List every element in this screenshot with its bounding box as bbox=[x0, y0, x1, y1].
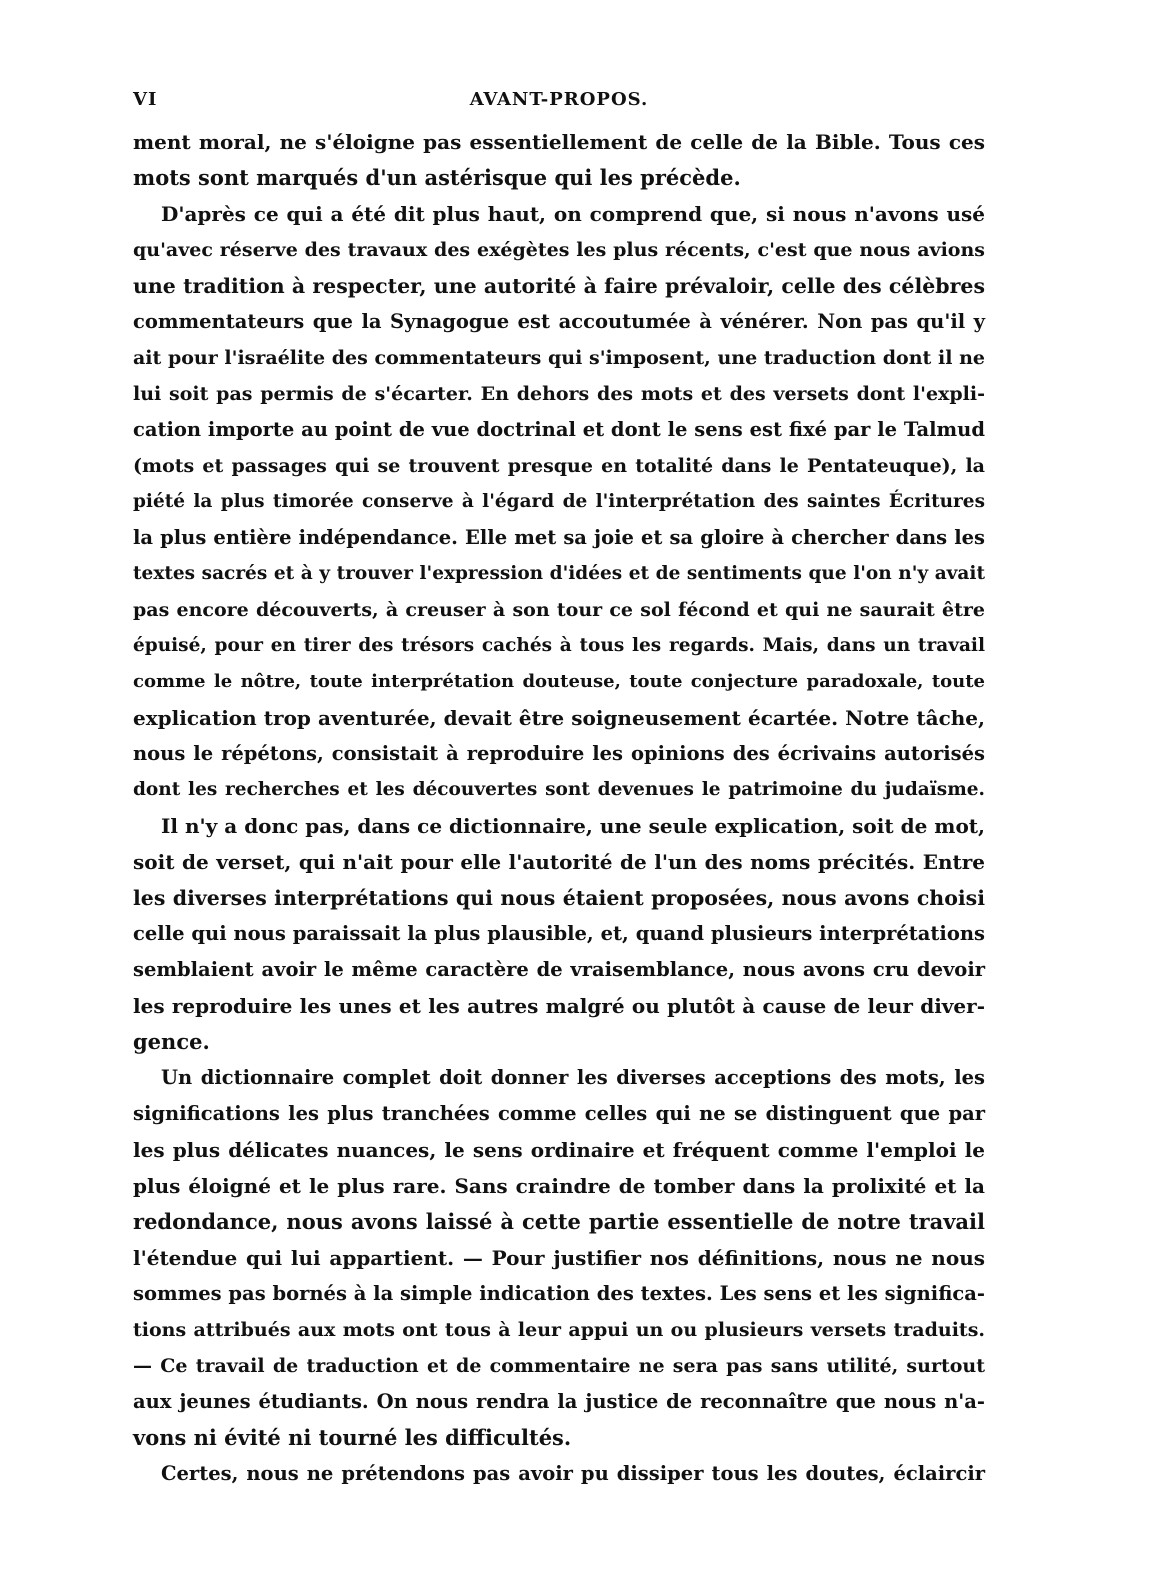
text-line: D'après ce qui a été dit plus haut, on comprend que, si nous n'avons usé bbox=[161, 202, 985, 226]
text-line: redondance, nous avons laissé à cette partie essentielle de notre travail bbox=[133, 1209, 985, 1234]
text-line: dont les recherches et les découvertes sont devenues le patrimoine du judaïsme. bbox=[133, 779, 985, 800]
text-line: qu'avec réserve des travaux des exégètes les plus récents, c'est que nous avions bbox=[133, 239, 985, 261]
running-title: AVANT-PROPOS. bbox=[469, 89, 649, 110]
text-line: plus éloigné et le plus rare. Sans craindre de tomber dans la prolixité et la bbox=[133, 1174, 985, 1198]
text-line: explication trop aventurée, devait être soigneusement écartée. Notre tâche, bbox=[133, 706, 985, 730]
text-line: épuisé, pour en tirer des trésors cachés à tous les regards. Mais, dans un travail bbox=[133, 635, 985, 656]
text-line: la plus entière indépendance. Elle met sa joie et sa gloire à chercher dans les bbox=[133, 526, 985, 549]
text-line: Un dictionnaire complet doit donner les diverses acceptions des mots, les bbox=[161, 1066, 985, 1089]
text-line: Certes, nous ne prétendons pas avoir pu dissiper tous les doutes, éclaircir bbox=[161, 1462, 985, 1485]
text-line: sommes pas bornés à la simple indication des textes. Les sens et les significa- bbox=[133, 1282, 985, 1305]
text-line: les plus délicates nuances, le sens ordinaire et fréquent comme l'emploi le bbox=[133, 1138, 985, 1162]
text-line: — Ce travail de traduction et de commentaire ne sera pas sans utilité, surtout bbox=[133, 1355, 985, 1377]
text-line: gence. bbox=[133, 1029, 210, 1054]
text-line: Il n'y a donc pas, dans ce dictionnaire, une seule explication, soit de mot, bbox=[161, 814, 985, 838]
text-line: nous le répétons, consistait à reproduire les opinions des écrivains autorisés bbox=[133, 742, 985, 765]
text-line: ment moral, ne s'éloigne pas essentiellement de celle de la Bible. Tous ces bbox=[133, 130, 985, 154]
running-head bbox=[133, 89, 985, 115]
text-line: tions attribués aux mots ont tous à leur appui un ou plusieurs versets traduits. bbox=[133, 1319, 985, 1341]
text-line: semblaient avoir le même caractère de vraisemblance, nous avons cru devoir bbox=[133, 958, 985, 981]
text-line: lui soit pas permis de s'écarter. En dehors des mots et des versets dont l'expli- bbox=[133, 383, 985, 405]
text-line: l'étendue qui lui appartient. — Pour justifier nos définitions, nous ne nous bbox=[133, 1246, 985, 1270]
text-line: soit de verset, qui n'ait pour elle l'autorité de l'un des noms précités. Entre bbox=[133, 850, 985, 874]
text-line: significations les plus tranchées comme celles qui ne se distinguent que par bbox=[133, 1102, 985, 1125]
text-line: aux jeunes étudiants. On nous rendra la justice de reconnaître que nous n'a- bbox=[133, 1390, 985, 1413]
text-line: comme le nôtre, toute interprétation douteuse, toute conjecture paradoxale, toute bbox=[133, 671, 985, 692]
page-number: VI bbox=[133, 89, 158, 110]
text-line: textes sacrés et à y trouver l'expression d'idées et de sentiments que l'on n'y avait bbox=[133, 563, 985, 584]
text-line: cation importe au point de vue doctrinal et dont le sens est fixé par le Talmud bbox=[133, 418, 985, 441]
text-line: une tradition à respecter, une autorité à faire prévaloir, celle des célèbres bbox=[133, 274, 985, 298]
body-text bbox=[133, 124, 985, 1492]
text-line: mots sont marqués d'un astérisque qui les précède. bbox=[133, 165, 741, 190]
text-line: les diverses interprétations qui nous étaient proposées, nous avons choisi bbox=[133, 886, 985, 910]
text-line: celle qui nous paraissait la plus plausible, et, quand plusieurs interprétations bbox=[133, 922, 985, 945]
text-line: vons ni évité ni tourné les difficultés. bbox=[133, 1425, 572, 1450]
text-line: ait pour l'israélite des commentateurs qui s'imposent, une traduction dont il ne bbox=[133, 347, 985, 369]
text-line: commentateurs que la Synagogue est accoutumée à vénérer. Non pas qu'il y bbox=[133, 310, 985, 333]
text-line: (mots et passages qui se trouvent presque en totalité dans le Pentateuque), la bbox=[133, 455, 985, 477]
text-line: pas encore découverts, à creuser à son tour ce sol fécond et qui ne saurait être bbox=[133, 599, 985, 621]
text-line: les reproduire les unes et les autres malgré ou plutôt à cause de leur diver- bbox=[133, 994, 985, 1018]
text-line: piété la plus timorée conserve à l'égard de l'interprétation des saintes Écritures bbox=[133, 491, 985, 512]
